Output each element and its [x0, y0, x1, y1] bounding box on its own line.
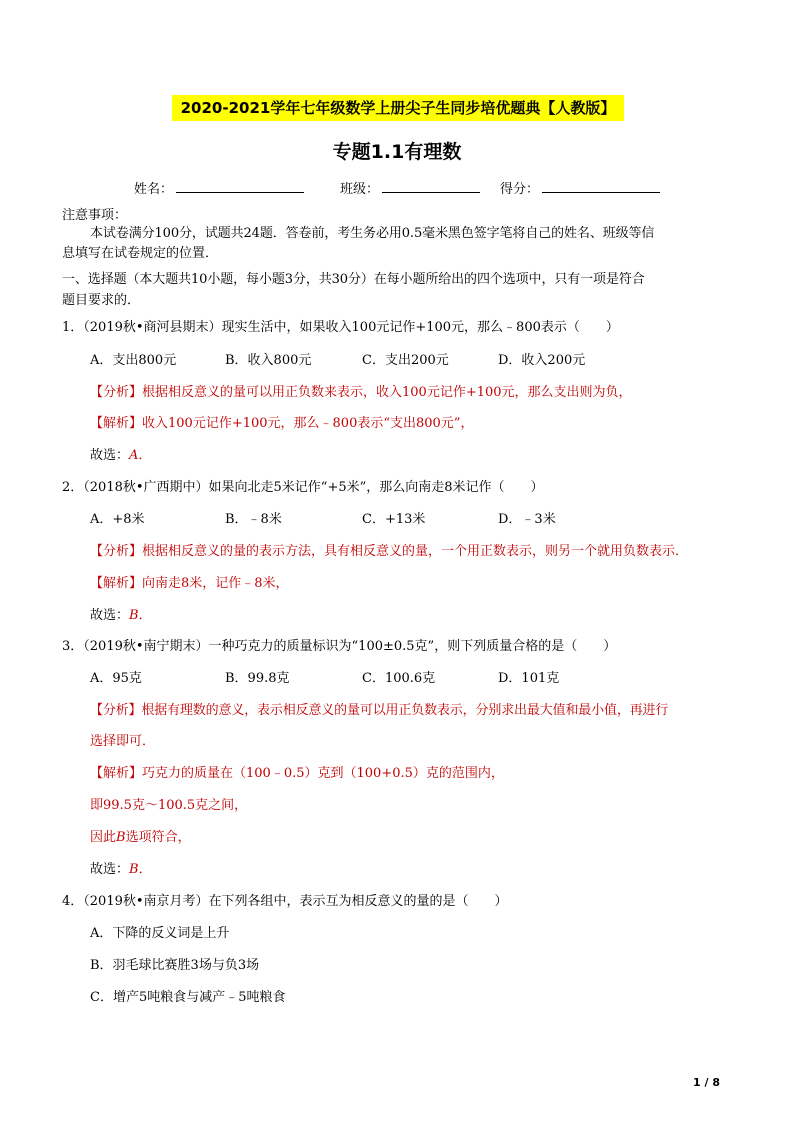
q3-analysis-cont: 选择即可． [90, 734, 156, 749]
answer-suffix: ． [138, 608, 152, 623]
q2-option-b: B．﹣8米 [225, 512, 282, 527]
answer-letter: B [129, 862, 139, 877]
page-number: 1 / 8 [693, 1076, 720, 1089]
answer-prefix: 故选： [90, 862, 130, 877]
class-label: 班级： [340, 182, 380, 197]
q4-option-a: A．下降的反义词是上升 [90, 926, 230, 941]
analysis-text: 根据有理数的意义，表示相反意义的量可以用正负数表示，分别求出最大值和最小值，再进行 [141, 703, 669, 718]
q1-answer [90, 446, 151, 466]
solution-text: 巧克力的质量在（100﹣0.5）克到（100+0.5）克的范围内， [142, 766, 504, 781]
name-field[interactable] [176, 178, 304, 193]
class-field[interactable] [382, 178, 480, 193]
question-1-stem: 1．（2019秋•商河县期末）现实生活中，如果收入100元记作+100元，那么﹣800表示（ ） [62, 320, 619, 335]
q1-option-b: B．收入800元 [225, 353, 312, 368]
q1-option-c: C．支出200元 [362, 353, 449, 368]
q3-solution-line-2: 即99.5克～100.5克之间， [90, 798, 248, 813]
solution-tag: 【解析】 [90, 576, 143, 591]
conclusion-post: 选项符合， [125, 830, 191, 845]
solution-tag: 【解析】 [90, 416, 143, 431]
notice-heading: 注意事项： [62, 208, 128, 223]
answer-suffix: ． [138, 862, 152, 877]
answer-prefix: 故选： [90, 608, 130, 623]
q3-answer [90, 860, 152, 880]
name-label: 姓名： [134, 182, 174, 197]
q2-analysis [90, 542, 688, 562]
q2-solution [90, 574, 289, 594]
q2-option-a: A．+8米 [90, 512, 145, 527]
conclusion-letter: B [116, 830, 126, 845]
answer-prefix: 故选： [90, 448, 130, 463]
question-2-stem: 2．（2018秋•广西期中）如果向北走5米记作“+5米”，那么向南走8米记作（ ） [62, 480, 544, 495]
q3-conclusion [90, 828, 191, 848]
analysis-text: 根据相反意义的量可以用正负数来表示，收入100元记作+100元，那么支出则为负， [142, 385, 632, 400]
solution-text: 向南走8米，记作﹣8米， [142, 576, 289, 591]
analysis-tag: 【分析】 [90, 544, 143, 559]
q1-option-a: A．支出800元 [90, 353, 177, 368]
q1-solution [90, 414, 473, 434]
section-heading-line-2: 题目要求的． [62, 293, 141, 308]
question-3-stem: 3．（2019秋•南宁期末）一种巧克力的质量标识为“100±0.5克”，则下列质量合格的是（ ） [62, 639, 617, 654]
q2-option-d: D．﹣3米 [498, 512, 556, 527]
q3-option-d: D．101克 [498, 671, 560, 686]
notice-line-1: 本试卷满分100分，试题共24题．答卷前，考生务必用0.5毫米黑色签字笔将自己的姓名、班级等信 [90, 226, 655, 241]
q3-analysis [90, 701, 668, 721]
solution-text: 收入100元记作+100元，那么﹣800表示“支出800元”， [142, 416, 474, 431]
analysis-tag: 【分析】 [90, 385, 143, 400]
q4-option-b: B．羽毛球比赛胜3场与负3场 [90, 958, 260, 973]
score-label: 得分： [500, 182, 540, 197]
q3-option-a: A．95克 [90, 671, 142, 686]
analysis-text: 根据相反意义的量的表示方法，具有相反意义的量，一个用正数表示，则另一个就用负数表示． [142, 544, 689, 559]
conclusion-pre: 因此 [90, 830, 117, 845]
answer-letter: A [129, 448, 139, 463]
answer-suffix: ． [138, 448, 152, 463]
solution-tag: 【解析】 [90, 766, 143, 781]
question-4-stem: 4．（2019秋•南京月考）在下列各组中，表示互为相反意义的量的是（ ） [62, 894, 508, 909]
page-title: 专题1.1有理数 [332, 141, 462, 163]
q2-option-c: C．+13米 [362, 512, 426, 527]
q2-answer [90, 606, 152, 626]
q4-option-c: C．增产5吨粮食与减产﹣5吨粮食 [90, 990, 286, 1005]
q1-analysis [90, 383, 632, 403]
q3-option-c: C．100.6克 [362, 671, 436, 686]
header-banner: 2020-2021学年七年级数学上册尖子生同步培优题典【人教版】 [172, 95, 624, 121]
answer-letter: B [129, 608, 139, 623]
analysis-tag: 【分析】 [90, 703, 142, 718]
q1-option-d: D．收入200元 [498, 353, 586, 368]
notice-line-2: 息填写在试卷规定的位置． [62, 246, 219, 261]
section-heading-line-1: 一、选择题（本大题共10小题，每小题3分，共30分）在每小题所给出的四个选项中，只有一项是符合 [62, 272, 645, 287]
q3-option-b: B．99.8克 [225, 671, 290, 686]
score-field[interactable] [542, 178, 660, 193]
q3-solution [90, 764, 504, 784]
